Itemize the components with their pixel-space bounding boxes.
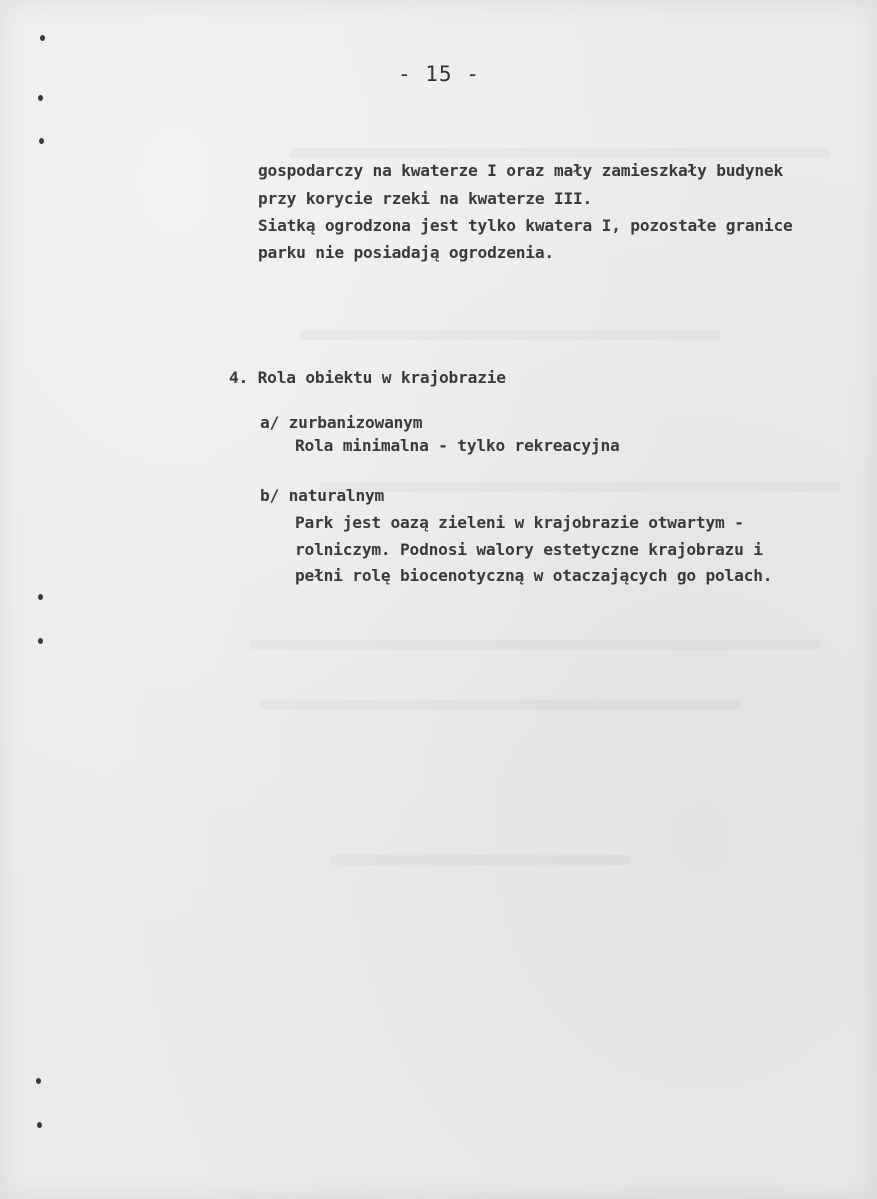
subsection-b-line: Park jest oazą zieleni w krajobrazie otwartym - [295,513,744,532]
subsection-a-line: Rola minimalna - tylko rekreacyjna [295,436,620,455]
subsection-b-line: rolniczym. Podnosi walory estetyczne krajobrazu i [295,540,763,559]
page-number: - 15 - [398,62,480,86]
punch-mark [37,1122,42,1128]
punch-mark [39,138,44,144]
paragraph-line: Siatką ogrodzona jest tylko kwatera I, pozostałe granice [258,216,793,235]
punch-mark [38,95,43,101]
bleed-through-mark [320,482,840,492]
paragraph-line: gospodarczy na kwaterze I oraz mały zamieszkały budynek [258,161,784,180]
punch-mark [36,1078,41,1084]
paragraph-line: parku nie posiadają ogrodzenia. [258,243,554,262]
punch-mark [40,35,45,41]
bleed-through-mark [260,700,740,710]
subsection-b-line: pełni rolę biocenotyczną w otaczających go polach. [295,566,773,585]
subsection-b-label: b/ naturalnym [260,486,385,505]
bleed-through-mark [290,148,830,158]
bleed-through-mark [250,640,820,650]
subsection-a-label: a/ zurbanizowanym [260,413,423,432]
section-heading: 4. Rola obiektu w krajobrazie [229,368,506,387]
paragraph-line: przy korycie rzeki na kwaterze III. [258,189,593,208]
bleed-through-mark [330,855,630,865]
punch-mark [38,594,43,600]
bleed-through-mark [300,330,720,340]
punch-mark [38,638,43,644]
